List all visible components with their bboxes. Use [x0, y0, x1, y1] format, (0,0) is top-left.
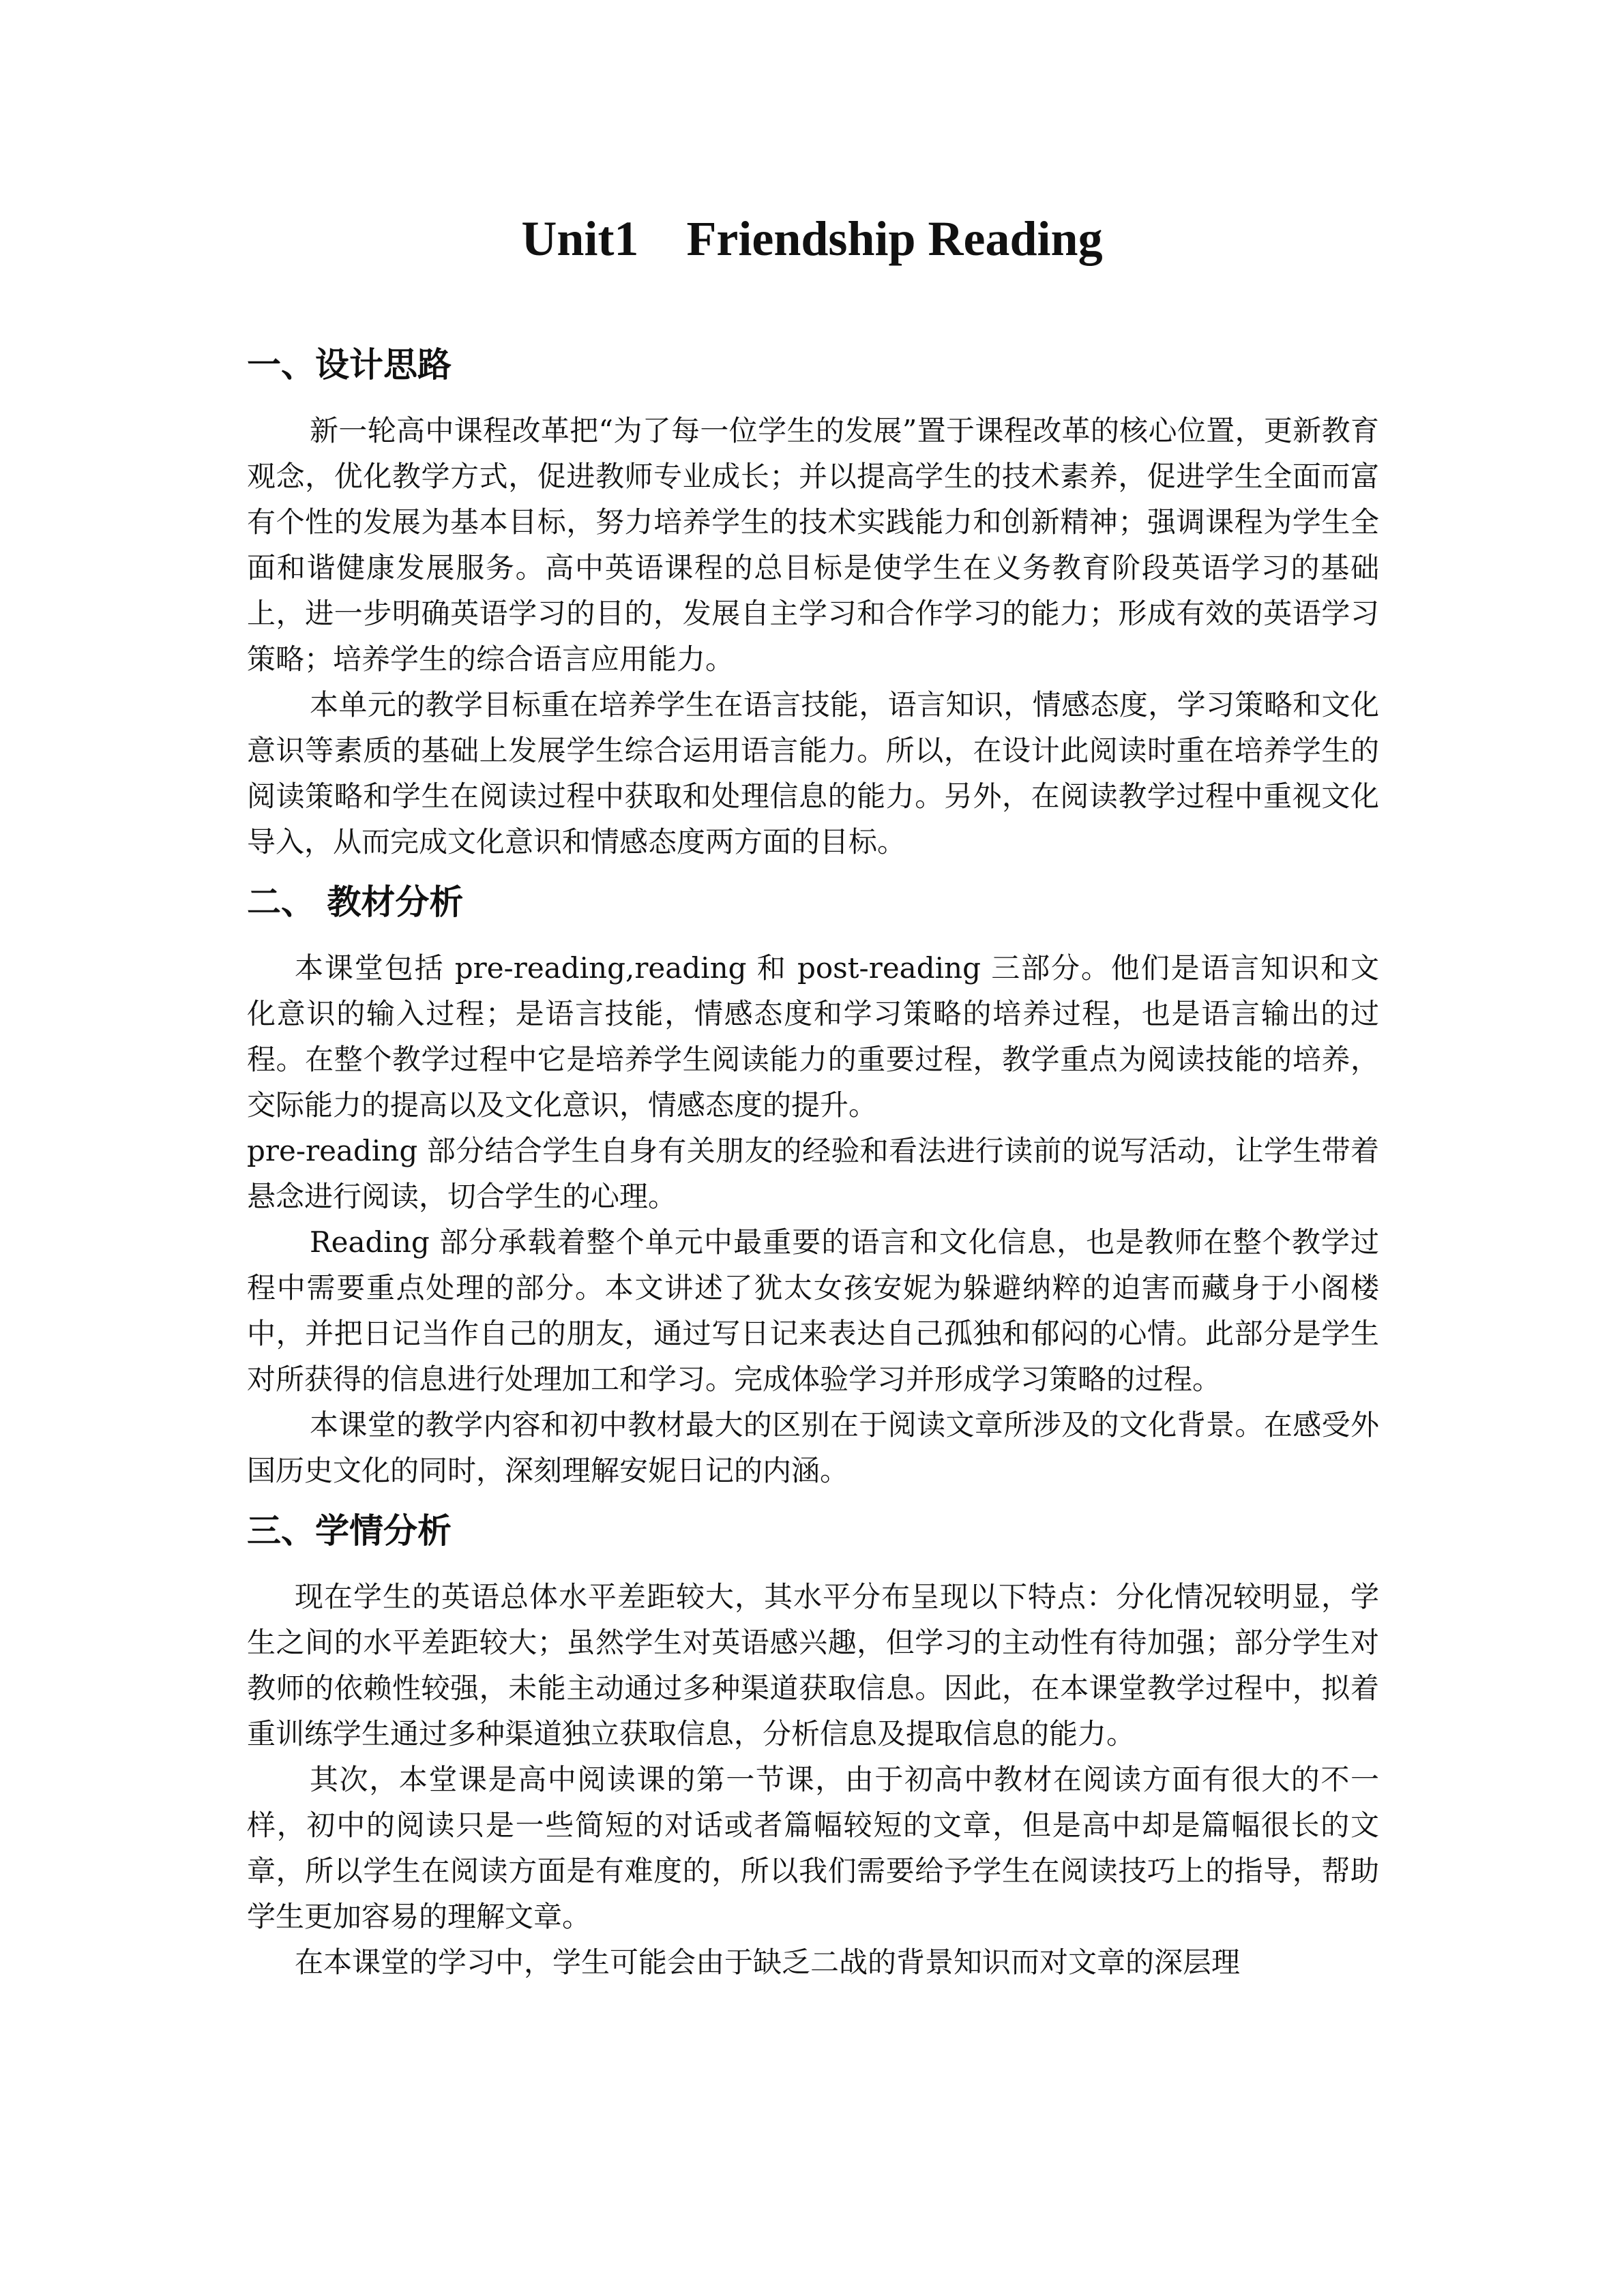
paragraph: 在本课堂的学习中，学生可能会由于缺乏二战的背景知识而对文章的深层理 [295, 1945, 1241, 1979]
section-student-analysis [247, 1500, 1379, 1985]
paragraph: 新一轮高中课程改革把“为了每一位学生的发展”置于课程改革的核心位置，更新教育观念，优化教学方式，促进教师专业成长；并以提高学生的技术素养，促进学生全面而富有个性的发展为基本目标，努力培养学生的技术实践能力和创新精神；强调课程为学生全面和谐健康发展服务。高中英语课程的总目标是使学生在义务教育阶段英语学习的基础上，进一步明确英语学习的目的，发展自主学习和合作学习的能力；形成有效的英语学习策略；培养学生的综合语言应用能力。 [247, 414, 1379, 676]
title-topic: Friendship Reading [686, 211, 1103, 266]
document-title [0, 205, 1624, 273]
document-body [247, 334, 1379, 1985]
paragraph: 现在学生的英语总体水平差距较大，其水平分布呈现以下特点：分化情况较明显，学生之间的水平差距较大；虽然学生对英语感兴趣，但学习的主动性有待加强；部分学生对教师的依赖性较强，未能主动通过多种渠道获取信息。因此，在本课堂教学过程中，拟着重训练学生通过多种渠道独立获取信息，分析信息及提取信息的能力。 [247, 1580, 1379, 1750]
title-unit: Unit1 [521, 211, 639, 266]
paragraph: Reading 部分承载着整个单元中最重要的语言和文化信息，也是教师在整个教学过程中需要重点处理的部分。本文讲述了犹太女孩安妮为躲避纳粹的迫害而藏身于小阁楼中，并把日记当作自己的朋友，通过写日记来表达自己孤独和郁闷的心情。此部分是学生对所获得的信息进行处理加工和学习。完成体验学习并形成学习策略的过程。 [247, 1225, 1379, 1396]
paragraph: 本单元的教学目标重在培养学生在语言技能，语言知识，情感态度，学习策略和文化意识等素质的基础上发展学生综合运用语言能力。所以，在设计此阅读时重在培养学生的阅读策略和学生在阅读过程中获取和处理信息的能力。另外，在阅读教学过程中重视文化导入，从而完成文化意识和情感态度两方面的目标。 [247, 688, 1379, 859]
paragraph: 本课堂包括 pre-reading,reading 和 post-reading 三部分。他们是语言知识和文化意识的输入过程；是语言技能，情感态度和学习策略的培养过程，也是语言输出的过程。在整个教学过程中它是培养学生阅读能力的重要过程，教学重点为阅读技能的培养，交际能力的提高以及文化意识，情感态度的提升。 [247, 951, 1379, 1122]
section-heading: 三、学情分析 [247, 1511, 452, 1551]
section-textbook-analysis [247, 871, 1379, 1493]
paragraph: 其次，本堂课是高中阅读课的第一节课，由于初高中教材在阅读方面有很大的不一样，初中的阅读只是一些简短的对话或者篇幅较短的文章，但是高中却是篇幅很长的文章，所以学生在阅读方面是有难度的，所以我们需要给予学生在阅读技巧上的指导，帮助学生更加容易的理解文章。 [247, 1763, 1379, 1933]
section-heading: 二、 教材分析 [247, 882, 464, 922]
paragraph: 本课堂的教学内容和初中教材最大的区别在于阅读文章所涉及的文化背景。在感受外国历史文化的同时，深刻理解安妮日记的内涵。 [247, 1408, 1379, 1487]
section-design-ideas [247, 334, 1379, 865]
paragraph: pre-reading 部分结合学生自身有关朋友的经验和看法进行读前的说写活动，让学生带着悬念进行阅读，切合学生的心理。 [247, 1134, 1379, 1213]
section-heading: 一、设计思路 [247, 345, 452, 385]
